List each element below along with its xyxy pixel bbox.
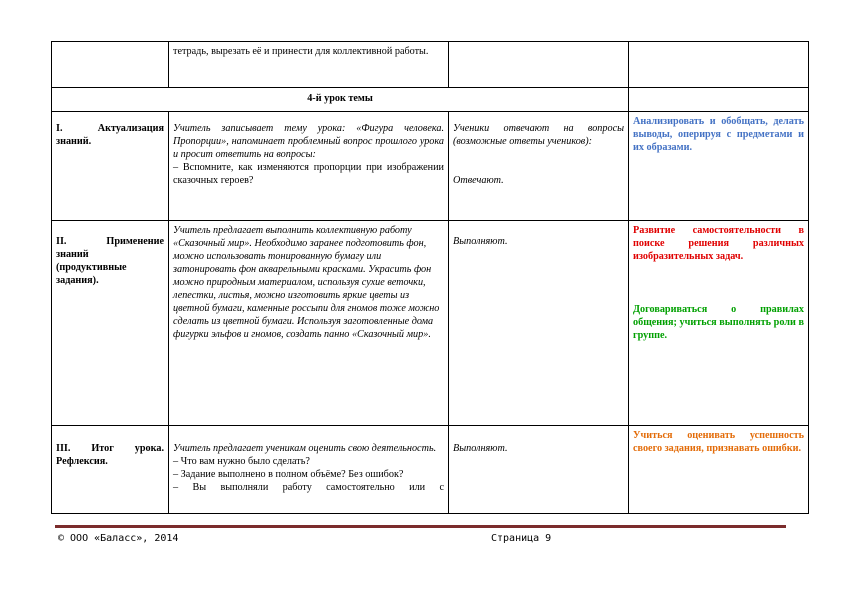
pupils-text-2: Отвечают.	[453, 175, 504, 186]
stage-title-3: (продуктивные	[56, 262, 127, 273]
teacher-question: – Вспомните, как изменяются пропорции при изображении сказочных героев?	[173, 162, 444, 186]
stage-title: I. Актуализация	[56, 123, 164, 134]
pupils-text: Ученики отвечают на вопросы (возможные ответы учеников):	[453, 123, 624, 147]
section-header-row	[52, 88, 809, 112]
stage-title-4: задания).	[56, 275, 99, 286]
teacher-cell	[169, 112, 449, 221]
pupils-cell	[449, 221, 629, 426]
teacher-question-2: – Задание выполнено в полном объёме? Без ошибок?	[173, 469, 404, 480]
pupils-cell	[449, 426, 629, 514]
pupils-text: Выполняют.	[453, 443, 508, 454]
teacher-cell	[169, 221, 449, 426]
teacher-text: Учитель предлагает выполнить коллективную работу «Сказочный мир».	[173, 225, 412, 249]
table-row	[52, 112, 809, 221]
uud-text-green: Договариваться о правилах общения; учиться выполнять роли в группе.	[633, 304, 804, 341]
stage-title: III. Итог урока.	[56, 443, 164, 454]
pupils-cell	[449, 42, 629, 88]
uud-text: Учиться оценивать успешность своего задания, признавать ошибки.	[633, 430, 804, 454]
teacher-cell	[169, 426, 449, 514]
uud-text: Анализировать и обобщать, делать выводы, оперируя с предметами и их образами.	[633, 116, 804, 153]
teacher-text: тетрадь, вырезать её и принести для коллективной работы.	[173, 46, 429, 57]
stage-cell	[52, 426, 169, 514]
stage-cell	[52, 221, 169, 426]
uud-cell	[629, 112, 809, 221]
stage-title-tail: знаний.	[56, 136, 92, 147]
teacher-question: – Что вам нужно было сделать?	[173, 456, 310, 467]
lesson-plan-table	[51, 41, 809, 514]
teacher-text: Учитель записывает тему урока: «Фигура человека. Пропорции», напоминает проблемный вопрос прошлого урока и просит ответить на вопросы:	[173, 123, 444, 160]
stage-title-2: Рефлексия.	[56, 456, 108, 467]
teacher-text-2: Необходимо заранее подготовить фон, можно использовать тонированную бумагу или затонировать фон акварельными красками.	[173, 238, 427, 275]
footer-rule	[55, 525, 786, 528]
teacher-text-4: Используя заготовленные дома фигурки эльфов и гномов, создать панно «Сказочный мир».	[173, 316, 434, 340]
pupils-text: Выполняют.	[453, 236, 508, 247]
footer-page-number: Страница 9	[491, 533, 552, 544]
stage-title-2: знаний	[56, 249, 89, 260]
teacher-question-3: – Вы выполняли работу самостоятельно или с	[173, 482, 444, 493]
stage-cell	[52, 42, 169, 88]
uud-cell	[629, 426, 809, 514]
teacher-text-3: Украсить фон можно природным материалом, используя сухие веточки, лепестки, листья, можно изготовить яркие цветы из цветной бумаги, каменные россыпи для гномов тоже можно сделать из цветной бумаги.	[173, 264, 440, 327]
section-title: 4-й урок темы	[52, 88, 629, 112]
uud-cell	[629, 221, 809, 426]
pupils-cell	[449, 112, 629, 221]
uud-text-red: Развитие самостоятельности в поиске решения различных изобразительных задач.	[633, 225, 804, 262]
teacher-cell	[169, 42, 449, 88]
stage-title: II. Применение	[56, 236, 164, 247]
teacher-text: Учитель предлагает ученикам оценить свою деятельность.	[173, 443, 437, 454]
table-row	[52, 426, 809, 514]
table-row	[52, 42, 809, 88]
uud-cell	[629, 42, 809, 88]
table-row	[52, 221, 809, 426]
section-empty-cell	[629, 88, 809, 112]
stage-cell	[52, 112, 169, 221]
footer-copyright: © ООО «Баласс», 2014	[58, 533, 179, 544]
